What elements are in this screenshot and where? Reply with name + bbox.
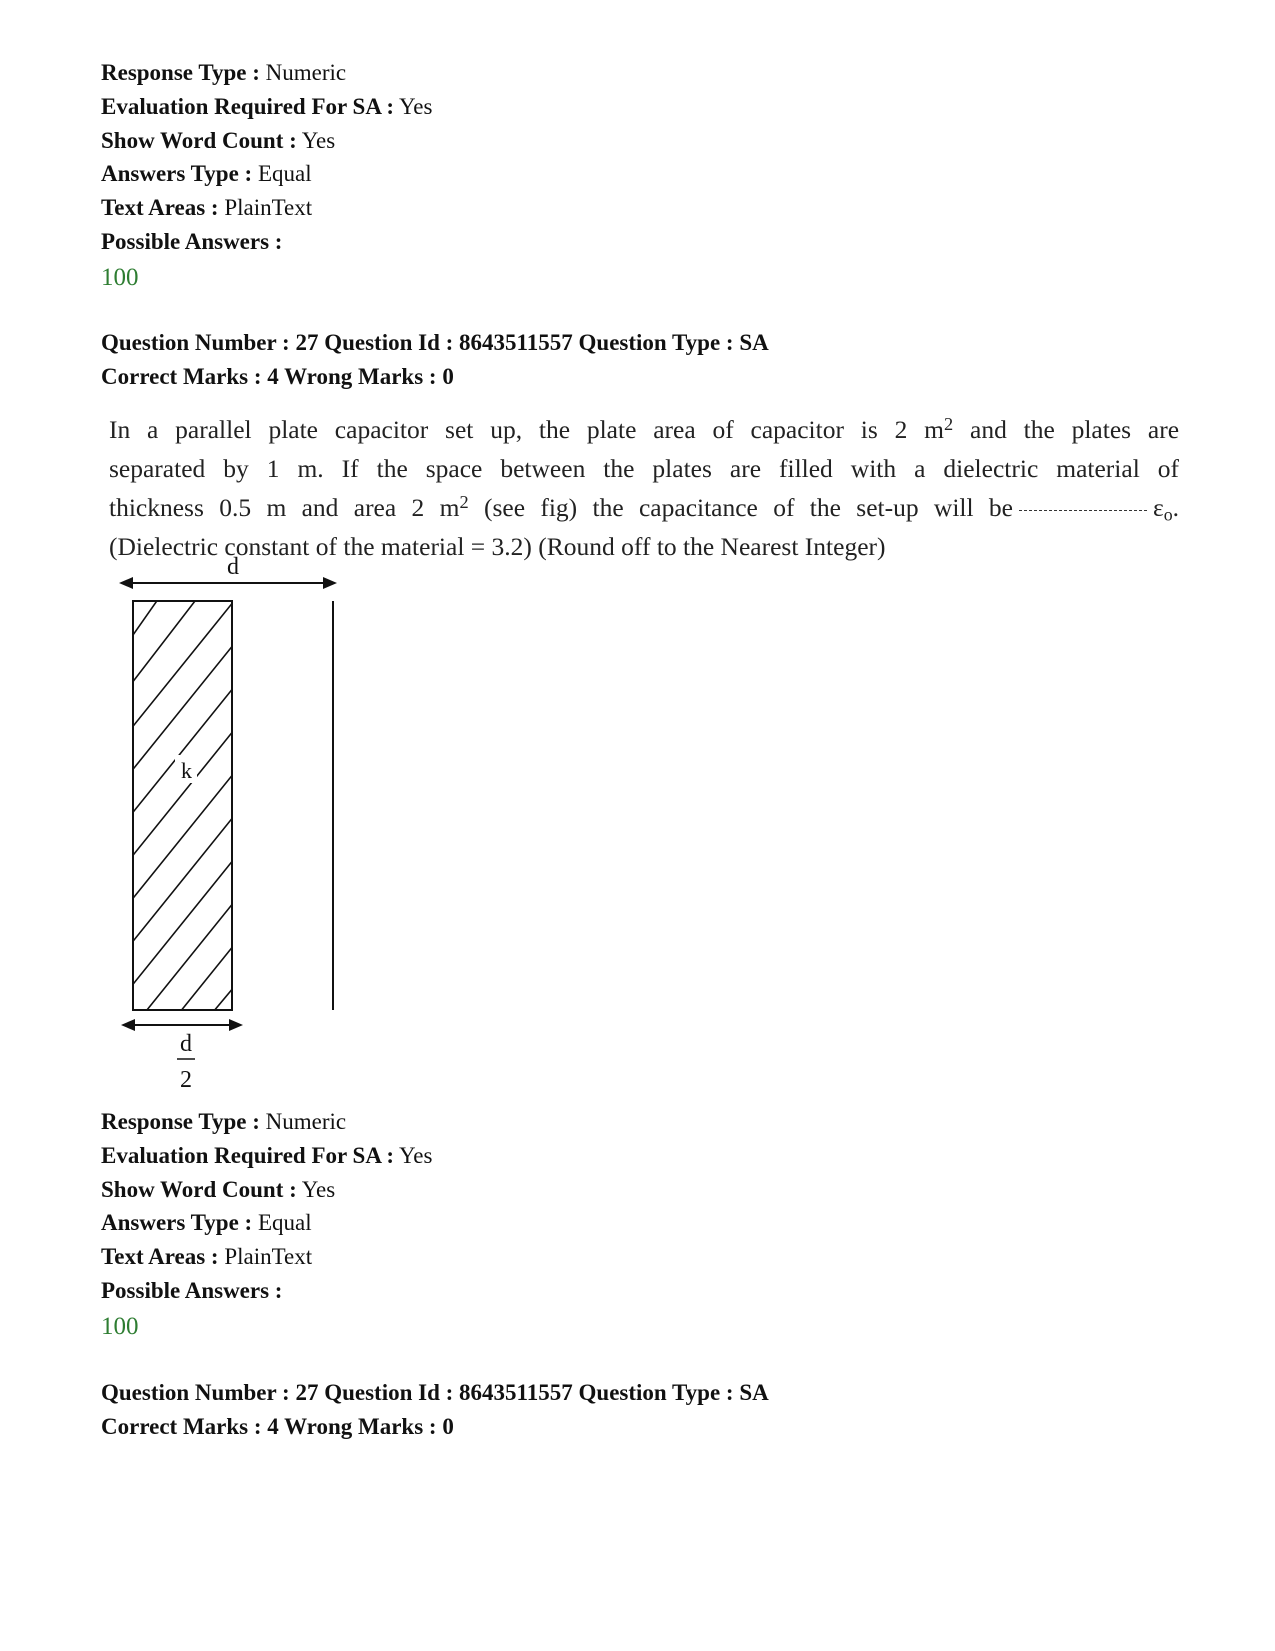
meta-row xyxy=(101,191,432,225)
meta-value: Yes xyxy=(301,1176,336,1202)
meta-value: Numeric xyxy=(265,60,347,85)
meta-value: Yes xyxy=(301,127,336,153)
question-line-2: separated by 1 m. If the space between the plates are filled with a dielectric material of xyxy=(109,454,1179,483)
meta-row xyxy=(101,1274,432,1308)
meta-label: Text Areas : xyxy=(101,1244,219,1270)
question-header-line-2: Correct Marks : 4 Wrong Marks : 0 xyxy=(101,1413,454,1439)
label-d: d xyxy=(227,554,239,580)
meta-label: Answers Type : xyxy=(101,161,253,187)
response-meta-block-2 xyxy=(101,1105,432,1344)
meta-value: Equal xyxy=(257,161,312,187)
dimension-arrow-half-d xyxy=(121,1019,243,1031)
meta-label: Response Type : xyxy=(101,60,260,85)
meta-value: Yes xyxy=(399,1142,433,1168)
meta-row xyxy=(101,56,432,90)
meta-row xyxy=(101,1105,432,1139)
meta-row xyxy=(101,1240,432,1274)
question-header-2 xyxy=(101,1376,769,1444)
meta-label: Show Word Count : xyxy=(101,1176,297,1202)
question-header xyxy=(101,326,769,394)
meta-value: PlainText xyxy=(224,1244,313,1270)
question-line-4: (Dielectric constant of the material = 3.2) (Round off to the Nearest Integer) xyxy=(109,532,886,561)
meta-label: Answers Type : xyxy=(101,1210,253,1236)
meta-row xyxy=(101,1139,432,1173)
meta-label: Response Type : xyxy=(101,1109,260,1134)
meta-row xyxy=(101,225,432,259)
question-header-line-1: Question Number : 27 Question Id : 8643511557 Question Type : SA xyxy=(101,330,769,355)
meta-label: Evaluation Required For SA : xyxy=(101,1142,395,1168)
label-fraction-numerator: d xyxy=(180,1031,192,1057)
meta-row xyxy=(101,124,432,158)
meta-value: PlainText xyxy=(224,195,313,221)
question-header-line-2: Correct Marks : 4 Wrong Marks : 0 xyxy=(101,363,454,389)
response-meta-block-1 xyxy=(101,56,432,295)
possible-answer: 100 xyxy=(101,263,139,291)
meta-label: Possible Answers : xyxy=(101,228,283,254)
meta-label: Text Areas : xyxy=(101,195,219,221)
meta-label: Possible Answers : xyxy=(101,1277,283,1303)
capacitor-figure xyxy=(115,554,355,1100)
label-fraction-denominator: 2 xyxy=(180,1067,192,1093)
question-line-3: thickness 0.5 m and area 2 $m^2$ (see fig) the capacitance of the set-up will be $\varepsilon_o$. xyxy=(109,491,1179,525)
meta-row xyxy=(101,1206,432,1240)
label-k: k xyxy=(181,758,192,783)
meta-row xyxy=(101,157,432,191)
meta-value: Equal xyxy=(257,1210,312,1236)
meta-row xyxy=(101,90,432,124)
possible-answer: 100 xyxy=(101,1312,139,1340)
meta-value: Numeric xyxy=(265,1109,347,1134)
meta-label: Evaluation Required For SA : xyxy=(101,93,395,119)
meta-label: Show Word Count : xyxy=(101,127,297,153)
question-text xyxy=(109,410,1179,566)
question-header-line-1: Question Number : 27 Question Id : 8643511557 Question Type : SA xyxy=(101,1380,769,1405)
question-line-1: In a parallel plate capacitor set up, the plate area of capacitor is 2 $m^2$ and the plates are xyxy=(109,413,1180,444)
answer-blank xyxy=(1019,509,1147,511)
meta-value: Yes xyxy=(399,93,433,119)
meta-row xyxy=(101,1173,432,1207)
